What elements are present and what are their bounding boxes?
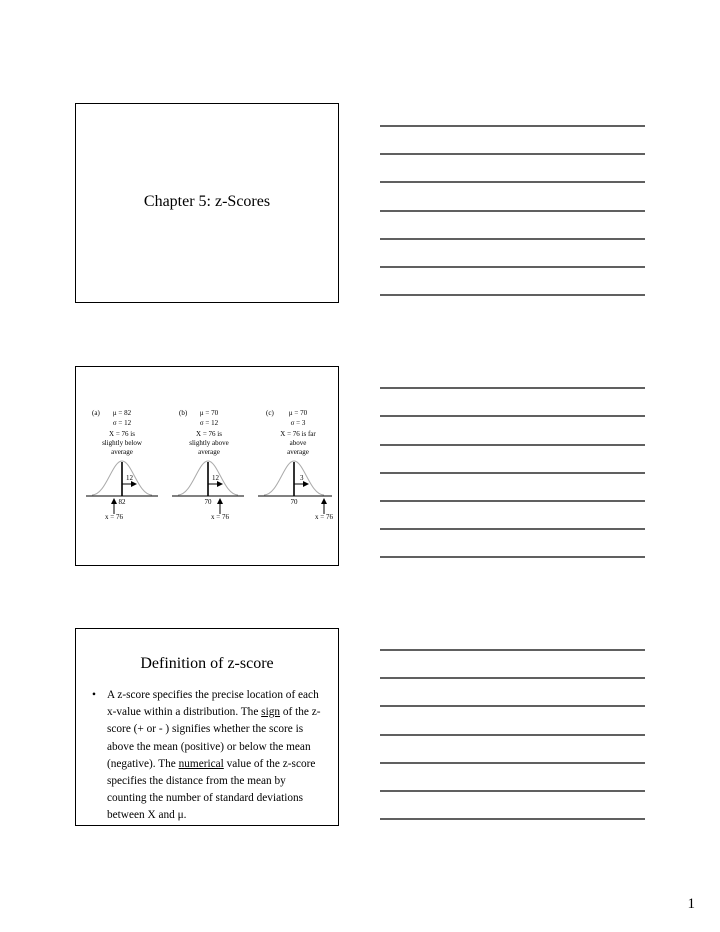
- bullet-text-part-1: A z-score specifies the precise location of each x-value within a distribution. The: [107, 689, 319, 719]
- underlined-numerical: numerical: [178, 757, 224, 770]
- mu-symbol: μ: [177, 809, 184, 822]
- panel-a-desc-2: slightly below: [102, 439, 142, 447]
- bullet-dot: •: [92, 689, 96, 701]
- panel-c-desc-1: X = 76 is far: [280, 430, 316, 438]
- note-lines-slide-1: [380, 126, 645, 295]
- panel-b-desc-1: X = 76 is: [196, 430, 222, 438]
- bullet-end: .: [183, 809, 187, 822]
- panel-c-x-label: x = 76: [315, 513, 333, 521]
- panel-b-label: (b): [179, 409, 188, 417]
- panel-a-sigma: σ = 12: [112, 419, 132, 427]
- underlined-sign: sign: [261, 706, 281, 719]
- panel-b-sd-label: 12: [212, 474, 219, 482]
- panel-b-desc-3: average: [198, 448, 220, 456]
- panel-c-sd-label: 3: [300, 474, 304, 482]
- panel-a-mean-label: 82: [118, 498, 126, 506]
- panel-a-x-label: x = 76: [105, 513, 123, 521]
- note-lines-slide-2: [380, 388, 645, 557]
- slide-3-title: Definition of z-score: [140, 655, 274, 672]
- panel-b-x-label: x = 76: [211, 513, 229, 521]
- slide-1-title: Chapter 5: z-Scores: [143, 193, 271, 210]
- panel-c-sigma: σ = 3: [290, 419, 306, 427]
- panel-c-label: (c): [266, 409, 274, 417]
- note-lines-slide-3: [380, 650, 645, 819]
- panel-a-desc-3: average: [111, 448, 133, 456]
- panel-c-mu: μ = 70: [288, 409, 308, 417]
- panel-b-mean-label: 70: [204, 498, 212, 506]
- panel-c-desc-2: above: [289, 439, 307, 447]
- panel-a-label: (a): [92, 409, 100, 417]
- panel-c-mean-label: 70: [290, 498, 298, 506]
- page-number: 1: [687, 896, 695, 912]
- panel-b-desc-2: slightly above: [189, 439, 229, 447]
- panel-b-mu: μ = 70: [199, 409, 219, 417]
- bullet-text-part-2: of the z-score (+ or - ) signifies whether the score is above the mean (positive) or below the mean (negative). The: [107, 706, 321, 770]
- panel-b-sigma: σ = 12: [199, 419, 219, 427]
- panel-a-mu: μ = 82: [112, 409, 132, 417]
- panel-c-desc-3: average: [287, 448, 309, 456]
- bullet-text-part-3: value of the z-score specifies the distance from the mean by counting the number of standard deviations between X and: [107, 757, 316, 822]
- panel-a-desc-1: X = 76 is: [109, 430, 135, 438]
- panel-a-sd-label: 12: [126, 474, 133, 482]
